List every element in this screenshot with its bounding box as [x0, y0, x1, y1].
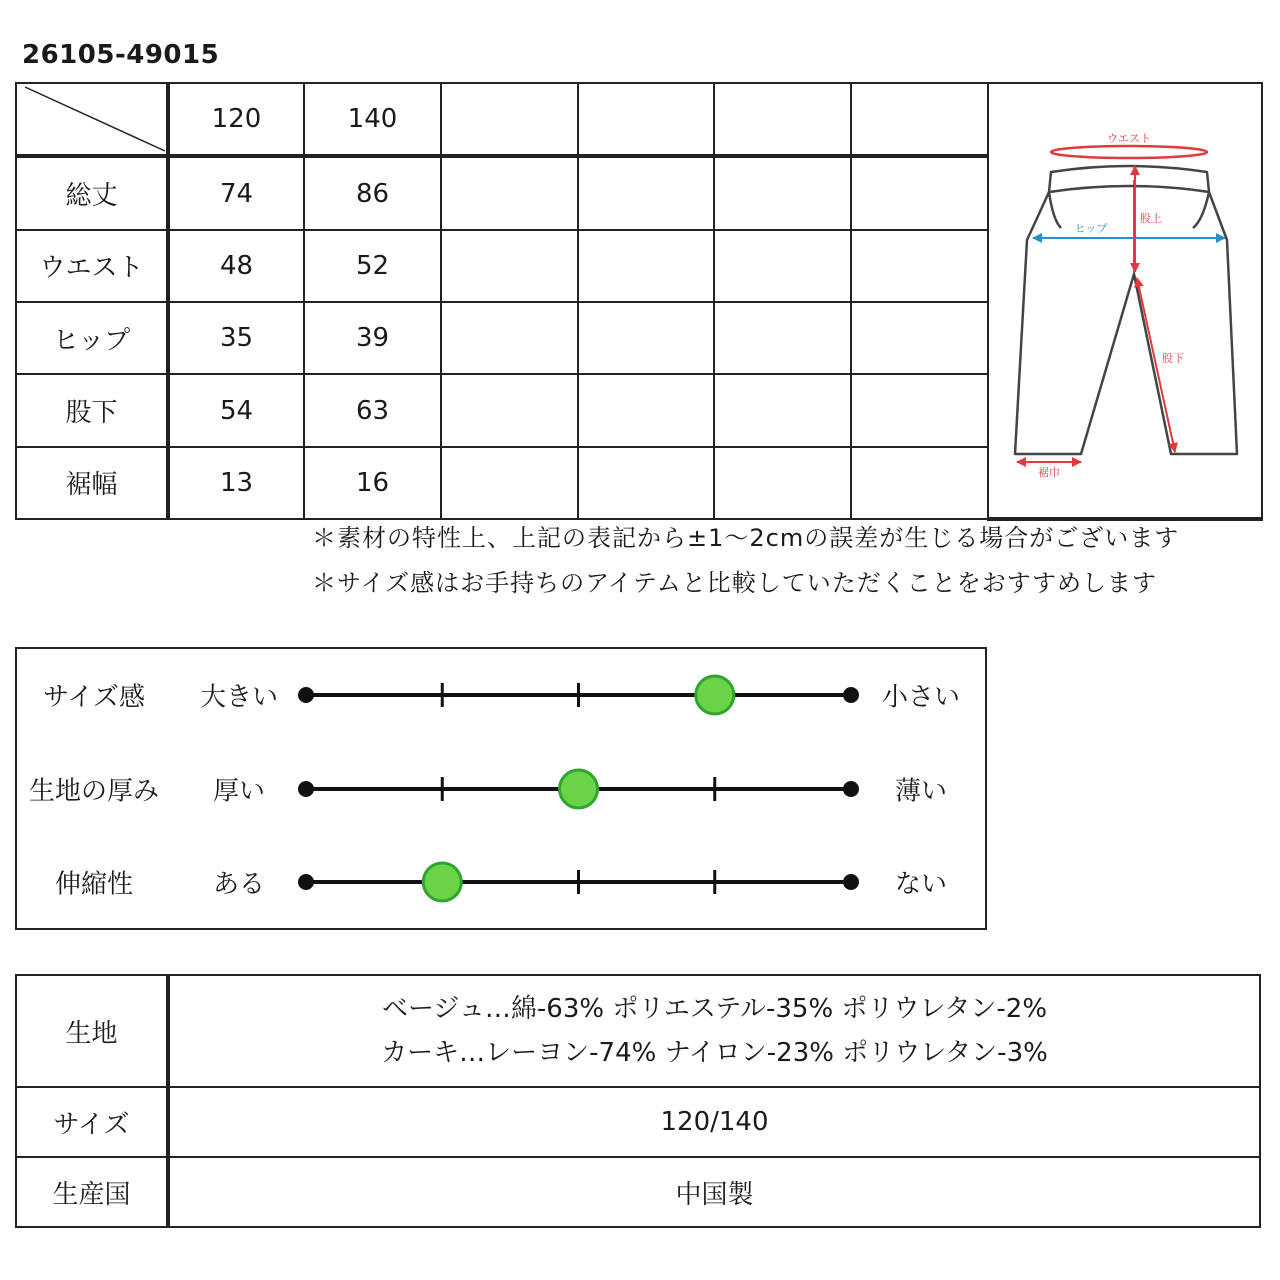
- size-cell: [851, 156, 988, 229]
- fabric-line: ベージュ…綿-63% ポリエステル-35% ポリウレタン-2%: [381, 994, 1048, 1024]
- fabric-label: 生地: [16, 975, 168, 1087]
- feel-end-dot: [843, 874, 859, 890]
- diagonal-line: [17, 84, 169, 154]
- measure-label: 裾幅: [16, 447, 168, 519]
- inseam-measure-line: [1137, 278, 1175, 452]
- size-cell: 16: [304, 447, 441, 519]
- size-cell: [714, 156, 851, 229]
- corner-diagonal-cell: [16, 83, 168, 156]
- feel-high: 薄い: [894, 776, 948, 807]
- size-value: 120/140: [168, 1087, 1260, 1157]
- feel-panel: [15, 647, 987, 930]
- measure-label: 総丈: [16, 156, 168, 229]
- size-cell: [441, 156, 578, 229]
- size-cell: [714, 374, 851, 446]
- info-table: [15, 974, 1261, 1228]
- size-cell: 35: [168, 302, 304, 374]
- origin-value: 中国製: [168, 1157, 1260, 1227]
- info-row-fabric: [16, 975, 1260, 1087]
- feel-label: 生地の厚み: [28, 776, 160, 807]
- measure-label: 股下: [16, 374, 168, 446]
- size-cell: [851, 374, 988, 446]
- note-compare: ＊サイズ感はお手持ちのアイテムと比較していただくことをおすすめします: [312, 569, 1157, 597]
- size-cell: [578, 230, 714, 302]
- feel-end-dot: [843, 687, 859, 703]
- feel-scales: [17, 649, 985, 928]
- size-cell: [578, 156, 714, 229]
- feel-low: ある: [212, 869, 266, 900]
- size-col-header: [714, 83, 851, 156]
- waist-label: ウエスト: [1107, 132, 1151, 145]
- size-cell: 13: [168, 447, 304, 519]
- size-col-header: [851, 83, 988, 156]
- feel-end-dot: [298, 874, 314, 890]
- origin-label: 生産国: [16, 1157, 168, 1227]
- size-cell: 54: [168, 374, 304, 446]
- feel-end-dot: [298, 687, 314, 703]
- size-label: サイズ: [16, 1087, 168, 1157]
- info-row-size: [16, 1087, 1260, 1157]
- feel-label: 伸縮性: [54, 869, 134, 900]
- size-cell: [441, 447, 578, 519]
- note-tolerance: ＊素材の特性上、上記の表記から±1〜2cmの誤差が生じる場合がございます: [312, 524, 1180, 552]
- size-cell: 39: [304, 302, 441, 374]
- feel-marker: [696, 676, 734, 714]
- feel-high: 小さい: [881, 682, 961, 713]
- size-header-row: [16, 83, 1262, 156]
- rise-label: 股上: [1140, 212, 1162, 225]
- info-row-origin: [16, 1157, 1260, 1227]
- size-cell: [714, 230, 851, 302]
- size-col-header: 140: [304, 83, 441, 156]
- product-code: 26105-49015: [22, 40, 220, 70]
- size-cell: [851, 230, 988, 302]
- size-cell: 86: [304, 156, 441, 229]
- feel-high: ない: [894, 869, 948, 900]
- feel-marker: [423, 863, 461, 901]
- waist-measure-line: [1051, 146, 1207, 158]
- size-col-header: 120: [168, 83, 304, 156]
- measure-label: ウエスト: [16, 230, 168, 302]
- size-cell: 63: [304, 374, 441, 446]
- size-cell: [714, 302, 851, 374]
- pants-diagram-cell: [988, 83, 1262, 519]
- size-table: [15, 82, 1263, 521]
- size-cell: [578, 302, 714, 374]
- size-col-header: [578, 83, 714, 156]
- fabric-value: [168, 975, 1260, 1087]
- size-cell: [851, 302, 988, 374]
- size-cell: 74: [168, 156, 304, 229]
- size-cell: [578, 374, 714, 446]
- size-cell: [714, 447, 851, 519]
- hem-label: 裾巾: [1038, 466, 1060, 479]
- fabric-line: カーキ…レーヨン-74% ナイロン-23% ポリウレタン-3%: [381, 1038, 1048, 1068]
- size-cell: 48: [168, 230, 304, 302]
- feel-marker: [560, 770, 598, 808]
- inseam-label: 股下: [1162, 352, 1184, 365]
- size-cell: [441, 302, 578, 374]
- feel-low: 大きい: [199, 682, 279, 713]
- pants-diagram: [989, 84, 1261, 510]
- size-cell: [851, 447, 988, 519]
- size-col-header: [441, 83, 578, 156]
- measure-label: ヒップ: [16, 302, 168, 374]
- pants-outline: [1015, 166, 1237, 454]
- size-cell: 52: [304, 230, 441, 302]
- hip-label: ヒップ: [1074, 222, 1108, 235]
- feel-label: サイズ感: [43, 682, 145, 713]
- feel-low: 厚い: [212, 776, 266, 807]
- size-cell: [441, 230, 578, 302]
- feel-end-dot: [298, 781, 314, 797]
- feel-end-dot: [843, 781, 859, 797]
- size-cell: [441, 374, 578, 446]
- size-cell: [578, 447, 714, 519]
